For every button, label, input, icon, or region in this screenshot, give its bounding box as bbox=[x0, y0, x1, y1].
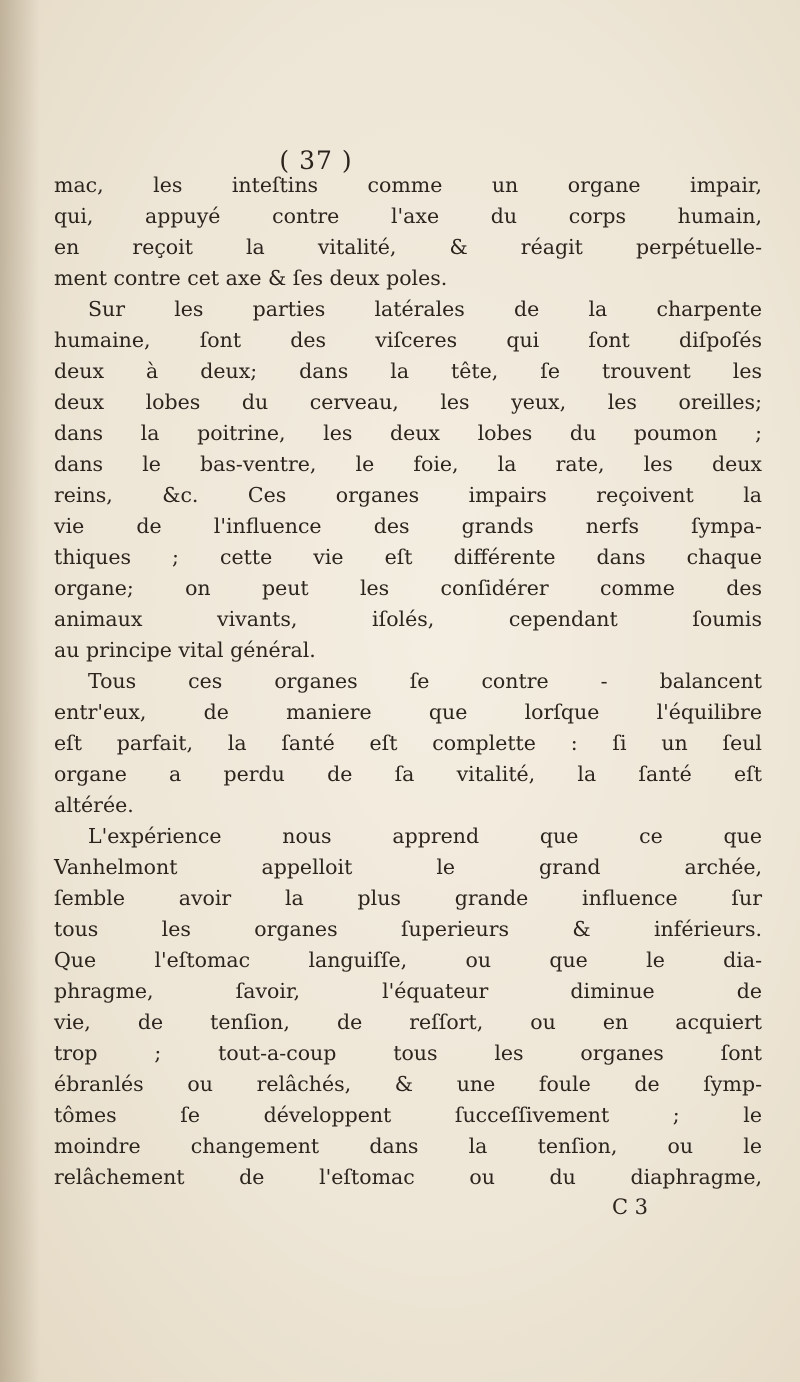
text-line: humaine, ſont des viſceres qui ſont diſpoſés bbox=[54, 328, 762, 352]
text-line: ſemble avoir la plus grande influence ſur bbox=[54, 886, 762, 910]
text-line: au principe vital général. bbox=[54, 638, 316, 662]
text-line: altérée. bbox=[54, 793, 134, 817]
text-line: dans la poitrine, les deux lobes du poumon ; bbox=[54, 421, 762, 445]
text-line: ment contre cet axe & ſes deux poles. bbox=[54, 266, 448, 290]
text-line: eſt parfait, la ſanté eſt complette : ſi un ſeul bbox=[54, 731, 762, 755]
text-line: deux à deux; dans la tête, ſe trouvent les bbox=[54, 359, 762, 383]
text-line: organe a perdu de ſa vitalité, la ſanté eſt bbox=[54, 762, 762, 786]
text-line: reins, &c. Ces organes impairs reçoivent la bbox=[54, 483, 762, 507]
text-line: Que l'eſtomac languiſſe, ou que le dia- bbox=[54, 948, 762, 972]
text-line: moindre changement dans la tenſion, ou le bbox=[54, 1134, 762, 1158]
text-line: thiques ; cette vie eſt différente dans chaque bbox=[54, 545, 762, 569]
text-line: animaux vivants, iſolés, cependant ſoumis bbox=[54, 607, 762, 631]
page-number: ( 37 ) bbox=[279, 146, 353, 175]
text-line: vie de l'influence des grands nerfs ſympa- bbox=[54, 514, 762, 538]
text-line: Vanhelmont appelloit le grand archée, bbox=[54, 855, 762, 879]
text-line: Sur les parties latérales de la charpente bbox=[88, 297, 762, 321]
text-line: Tous ces organes ſe contre - balancent bbox=[88, 669, 762, 693]
text-line: organe; on peut les conſidérer comme des bbox=[54, 576, 762, 600]
spine-shadow bbox=[0, 0, 40, 1382]
text-line: entr'eux, de maniere que lorſque l'équilibre bbox=[54, 700, 762, 724]
signature-mark: C 3 bbox=[611, 1195, 649, 1219]
text-line: L'expérience nous apprend que ce que bbox=[88, 824, 762, 848]
text-line: tous les organes ſuperieurs & inférieurs. bbox=[54, 917, 762, 941]
text-line: mac, les inteſtins comme un organe impair, bbox=[54, 173, 762, 197]
text-line: relâchement de l'eſtomac ou du diaphragme, bbox=[54, 1165, 762, 1189]
text-line: en reçoit la vitalité, & réagit perpétuelle- bbox=[54, 235, 762, 259]
text-line: tômes ſe développent ſucceſſivement ; le bbox=[54, 1103, 762, 1127]
text-line: ébranlés ou relâchés, & une foule de ſymp- bbox=[54, 1072, 762, 1096]
text-line: phragme, ſavoir, l'équateur diminue de bbox=[54, 979, 762, 1003]
text-line: trop ; tout-a-coup tous les organes ſont bbox=[54, 1041, 762, 1065]
text-line: deux lobes du cerveau, les yeux, les oreilles; bbox=[54, 390, 762, 414]
text-line: vie, de tenſion, de reſſort, ou en acquiert bbox=[54, 1010, 762, 1034]
text-line: qui, appuyé contre l'axe du corps humain, bbox=[54, 204, 762, 228]
text-line: dans le bas-ventre, le foie, la rate, les deux bbox=[54, 452, 762, 476]
